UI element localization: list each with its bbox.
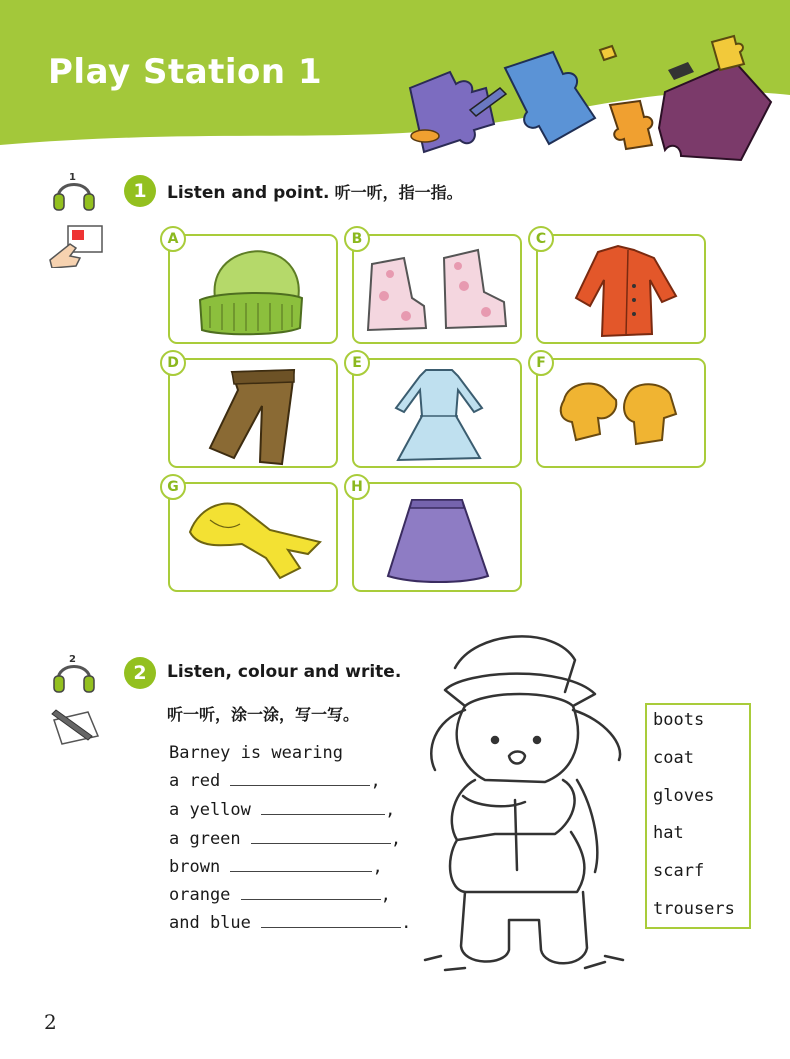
activity-number-2: 2 bbox=[124, 657, 156, 689]
card-letter: E bbox=[344, 350, 370, 376]
picture-card-f[interactable] bbox=[536, 355, 706, 468]
picture-card-e[interactable] bbox=[352, 355, 522, 468]
instruction-en: Listen and point. bbox=[167, 183, 330, 203]
sentence-line: brown , bbox=[169, 857, 383, 877]
sentence-line: a green , bbox=[169, 829, 402, 849]
sentence-line: a yellow , bbox=[169, 800, 396, 820]
answer-blank[interactable] bbox=[261, 913, 401, 928]
word-bank-item: trousers bbox=[653, 899, 735, 919]
audio-track-number: 1 bbox=[69, 172, 76, 183]
sentence-line: orange , bbox=[169, 885, 391, 905]
barney-rabbit-drawing[interactable] bbox=[405, 620, 645, 990]
gloves-icon bbox=[538, 360, 708, 470]
picture-card-g[interactable] bbox=[167, 479, 338, 592]
activity-number-1: 1 bbox=[124, 175, 156, 207]
word-bank-item: scarf bbox=[653, 861, 705, 881]
sentence-line: a red , bbox=[169, 771, 381, 791]
answer-blank[interactable] bbox=[241, 885, 381, 900]
word-bank-item: gloves bbox=[653, 786, 715, 806]
card-letter: D bbox=[160, 350, 186, 376]
answer-blank[interactable] bbox=[251, 829, 391, 844]
sentence-line: and blue . bbox=[169, 913, 412, 933]
instruction-cn: 听一听，指一指。 bbox=[334, 183, 463, 202]
picture-card-d[interactable] bbox=[167, 355, 338, 468]
activity1-instruction bbox=[167, 180, 463, 203]
card-letter: B bbox=[344, 226, 370, 252]
pointing-hand-icon bbox=[46, 222, 106, 268]
word-bank-box bbox=[645, 703, 751, 929]
hat-icon bbox=[170, 236, 340, 346]
dress-icon bbox=[354, 360, 524, 470]
card-letter: A bbox=[160, 226, 186, 252]
skirt-icon bbox=[354, 484, 524, 594]
pencil-paper-icon bbox=[48, 706, 104, 748]
card-letter: F bbox=[528, 350, 554, 376]
word-bank-item: coat bbox=[653, 748, 694, 768]
activity2-instruction-cn: 听一听，涂一涂，写一写。 bbox=[167, 705, 360, 724]
word-bank-item: hat bbox=[653, 823, 684, 843]
card-letter: C bbox=[528, 226, 554, 252]
word-bank-item: boots bbox=[653, 710, 705, 730]
scarf-icon bbox=[170, 484, 340, 594]
page-title: Play Station 1 bbox=[48, 52, 323, 92]
picture-card-h[interactable] bbox=[351, 479, 522, 592]
activity2-instruction-en: Listen, colour and write. bbox=[167, 662, 402, 682]
boots-icon bbox=[354, 236, 524, 346]
page-number: 2 bbox=[44, 1010, 57, 1034]
picture-card-b[interactable] bbox=[351, 231, 522, 344]
picture-card-c[interactable] bbox=[535, 231, 706, 344]
sentence-line: Barney is wearing bbox=[169, 743, 343, 763]
audio-track-number: 2 bbox=[69, 654, 76, 665]
coat-icon bbox=[538, 236, 708, 346]
card-letter: G bbox=[160, 474, 186, 500]
answer-blank[interactable] bbox=[230, 771, 370, 786]
answer-blank[interactable] bbox=[261, 800, 385, 815]
answer-blank[interactable] bbox=[230, 857, 372, 872]
trousers-icon bbox=[170, 360, 340, 470]
picture-card-a[interactable] bbox=[167, 231, 338, 344]
card-letter: H bbox=[344, 474, 370, 500]
